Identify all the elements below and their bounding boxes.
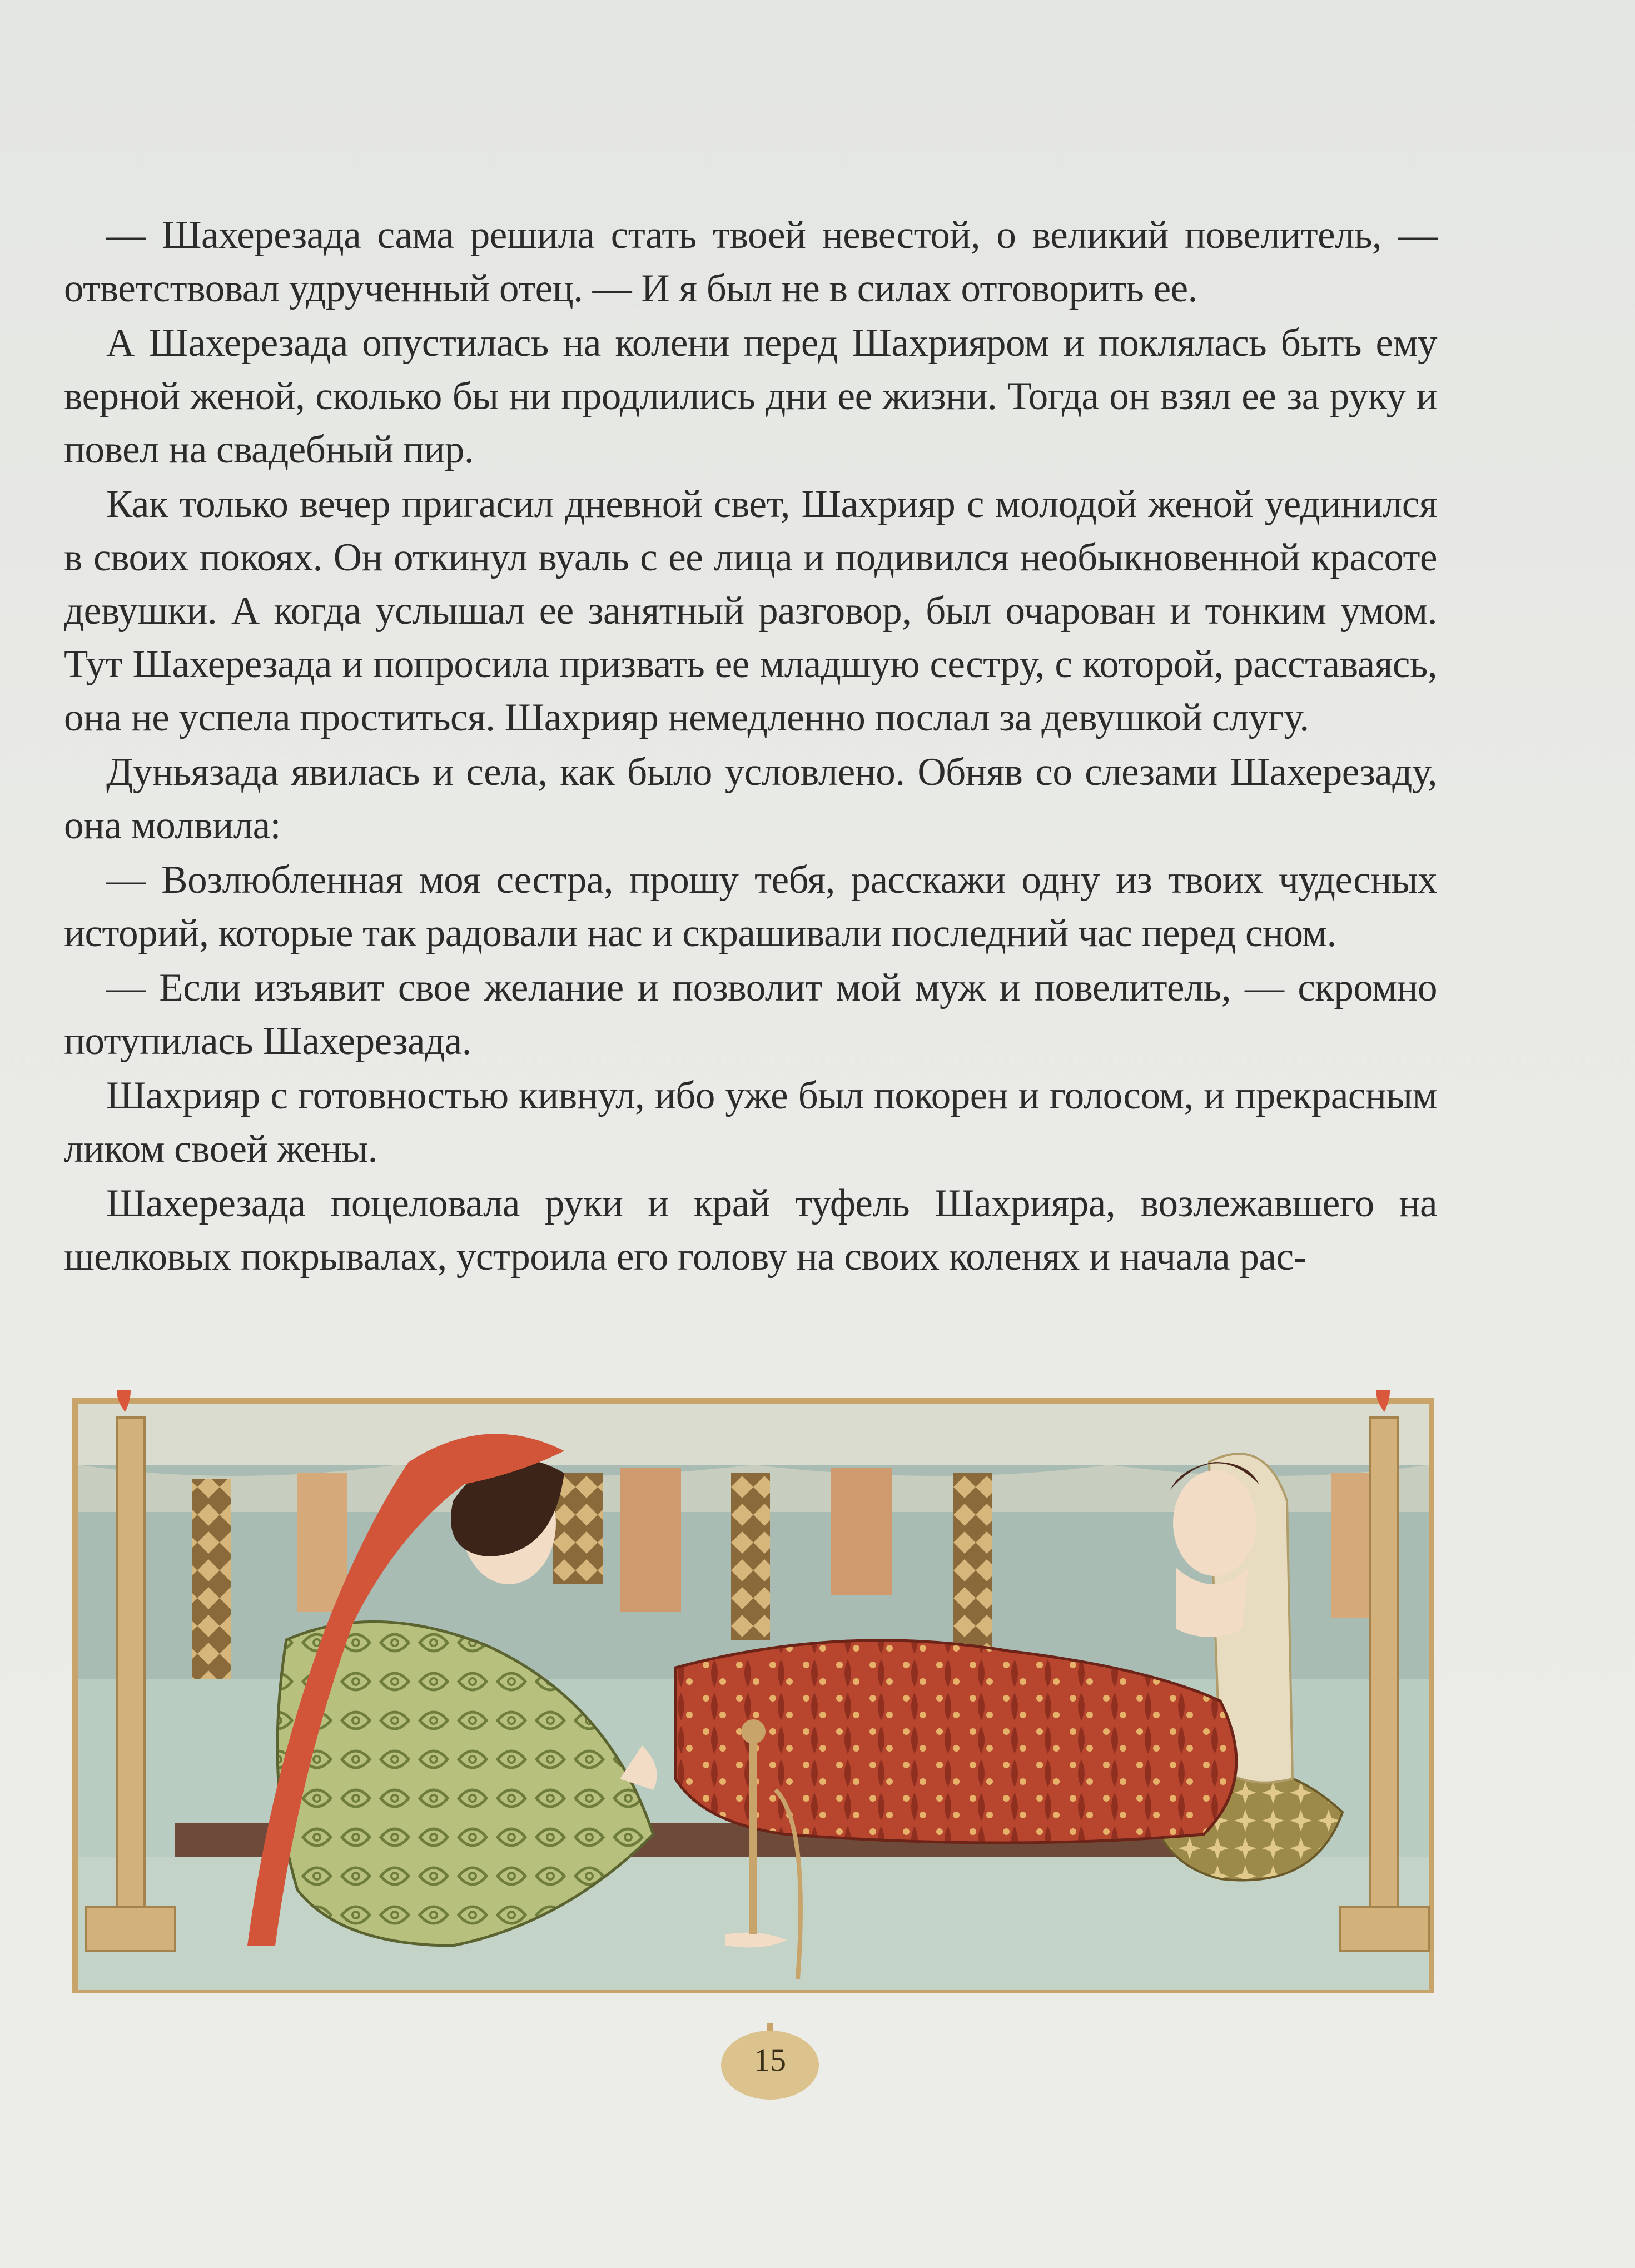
illustration-scheherazade-and-dunyazad <box>64 1390 1443 2029</box>
paragraph-1: — Шахерезада сама решила стать твоей невестой, о великий повелитель, — ответствовал удрученный отец. — И я был не в силах отговорить ее. <box>64 213 1437 310</box>
paragraph-5: — Возлюбленная моя сестра, прошу тебя, расскажи одну из твоих чудесных историй, которые так радовали нас и скрашивали последний час перед сном. <box>64 858 1437 955</box>
paragraph-4: Дуньязада явилась и села, как было условлено. Обняв со слезами Шахерезаду, она молвила: <box>64 750 1437 847</box>
paragraph-3: Как только вечер пригасил дневной свет, Шахрияр с молодой женой уединился в своих покоях. Он откинул вуаль с ее лица и подивился необыкновенной красоте девушки. А когда услышал ее занятный разговор, был очарован и тонким умом. Тут Шахерезада и попросила призвать ее младшую сестру, с которой, расставаясь, она не успела проститься. Шахрияр немедленно послал за девушкой слугу. <box>64 483 1437 739</box>
paragraph-8: Шахерезада поцеловала руки и край туфель Шахрияра, возлежавшего на шелковых покрывалах, устроила его голову на своих коленях и начала рас- <box>64 1182 1437 1279</box>
page-number: 15 <box>754 2042 786 2078</box>
paragraph-2: А Шахерезада опустилась на колени перед Шахрияром и поклялась быть ему верной женой, сколько бы ни продлились дни ее жизни. Тогда он взял ее за руку и повел на свадебный пир. <box>64 321 1437 471</box>
paragraph-7: Шахрияр с готовностью кивнул, ибо уже был покорен и голосом, и прекрасным ликом своей жены. <box>64 1074 1437 1171</box>
body-text <box>64 208 1437 1285</box>
paragraph-6: — Если изъявит свое желание и позволит мой муж и повелитель, — скромно потупилась Шахерезада. <box>64 966 1437 1063</box>
